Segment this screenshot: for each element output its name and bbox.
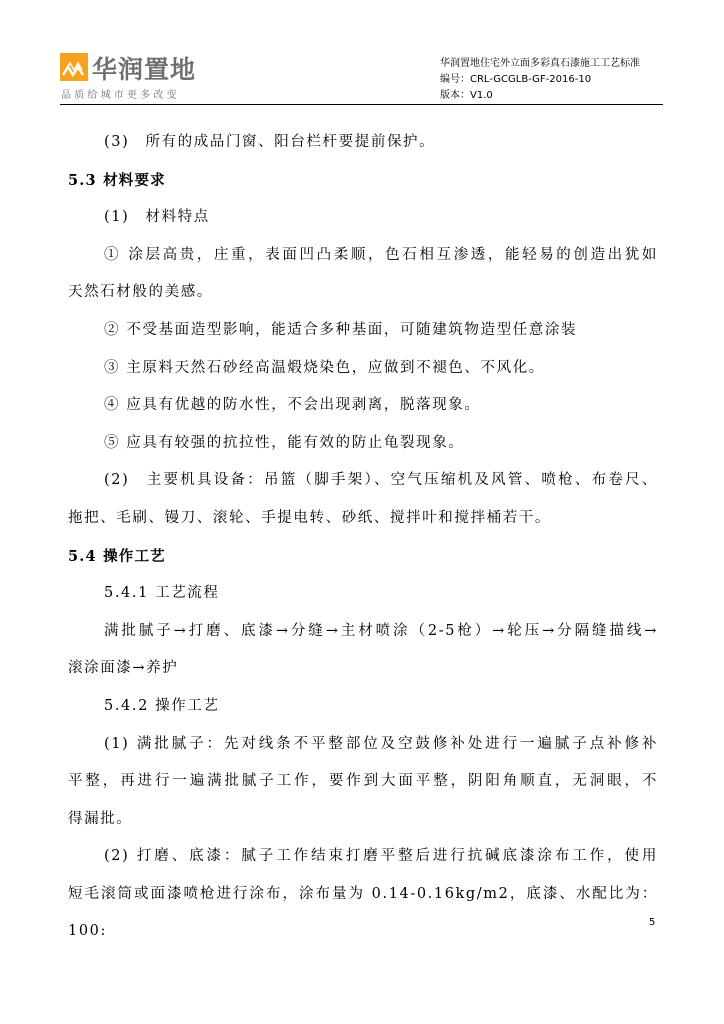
subheading-operation: 5.4.2 操作工艺: [104, 697, 220, 714]
subheading-process-flow: 5.4.1 工艺流程: [104, 585, 220, 602]
logo-name: 华润置地: [92, 55, 197, 84]
subheading-material-features: (1) 材料特点: [104, 209, 210, 226]
operation-step-1-cont: 平整，再进行一遍满批腻子工作，要作到大面平整，阴阳角顺直，无洞眼，不: [68, 773, 658, 790]
feature-item-3: ③ 主原料天然石砂经高温煅烧染色，应做到不褪色、不风化。: [104, 359, 545, 376]
section-heading-5-4: 5.4 操作工艺: [68, 547, 166, 565]
header-divider: [60, 104, 663, 105]
company-logo: [60, 50, 260, 100]
feature-item-4: ④ 应具有优越的防水性，不会出现剥离，脱落现象。: [104, 397, 481, 414]
operation-step-2: (2) 打磨、底漆：腻子工作结束打磨平整后进行抗碱底漆涂布工作，使用: [104, 848, 658, 865]
page-number: 5: [649, 917, 656, 928]
page-body: [68, 124, 658, 940]
section-heading-5-3: 5.3 材料要求: [68, 171, 166, 189]
equipment-list: (2) 主要机具设备：吊篮（脚手架）、空气压缩机及风管、喷枪、布卷尺、: [104, 472, 658, 489]
equipment-list-cont: 拖把、毛刷、镘刀、滚轮、手提电转、砂纸、搅拌叶和搅拌桶若干。: [68, 509, 551, 526]
doc-title: 华润置地住宅外立面多彩真石漆施工工艺标准: [440, 58, 640, 69]
feature-item-1: ① 涂层高贵，庄重，表面凹凸柔顺，色石相互渗透，能轻易的创造出犹如: [104, 246, 658, 263]
logo-mountain-icon: [60, 53, 88, 81]
operation-step-2-cont: 短毛滚筒或面漆喷枪进行涂布，涂布量为 0.14-0.16kg/m2，底漆、水配比为：100:: [68, 885, 658, 940]
doc-version: 版本：V1.0: [440, 90, 493, 101]
doc-number: 编号：CRL-GCGLB-GF-2016-10: [440, 74, 592, 85]
operation-step-1-end: 得漏批。: [68, 810, 133, 827]
feature-item-1-cont: 天然石材般的美感。: [68, 284, 213, 301]
process-flow-cont: 滚涂面漆→养护: [68, 660, 179, 677]
page-header: [0, 0, 724, 110]
operation-step-1: (1) 满批腻子：先对线条不平整部位及空鼓修补处进行一遍腻子点补修补: [104, 735, 658, 752]
logo-slogan: 品质给城市更多改变: [61, 90, 180, 101]
paragraph-protection: (3) 所有的成品门窗、阳台栏杆要提前保护。: [104, 134, 436, 150]
process-flow: 满批腻子→打磨、底漆→分缝→主材喷涂（2-5枪）→轮压→分隔缝描线→: [104, 622, 658, 639]
feature-item-5: ⑤ 应具有较强的抗拉性，能有效的防止龟裂现象。: [104, 434, 465, 451]
document-meta: [440, 56, 640, 104]
feature-item-2: ② 不受基面造型影响，能适合多种基面，可随建筑物造型任意涂装: [104, 321, 578, 338]
